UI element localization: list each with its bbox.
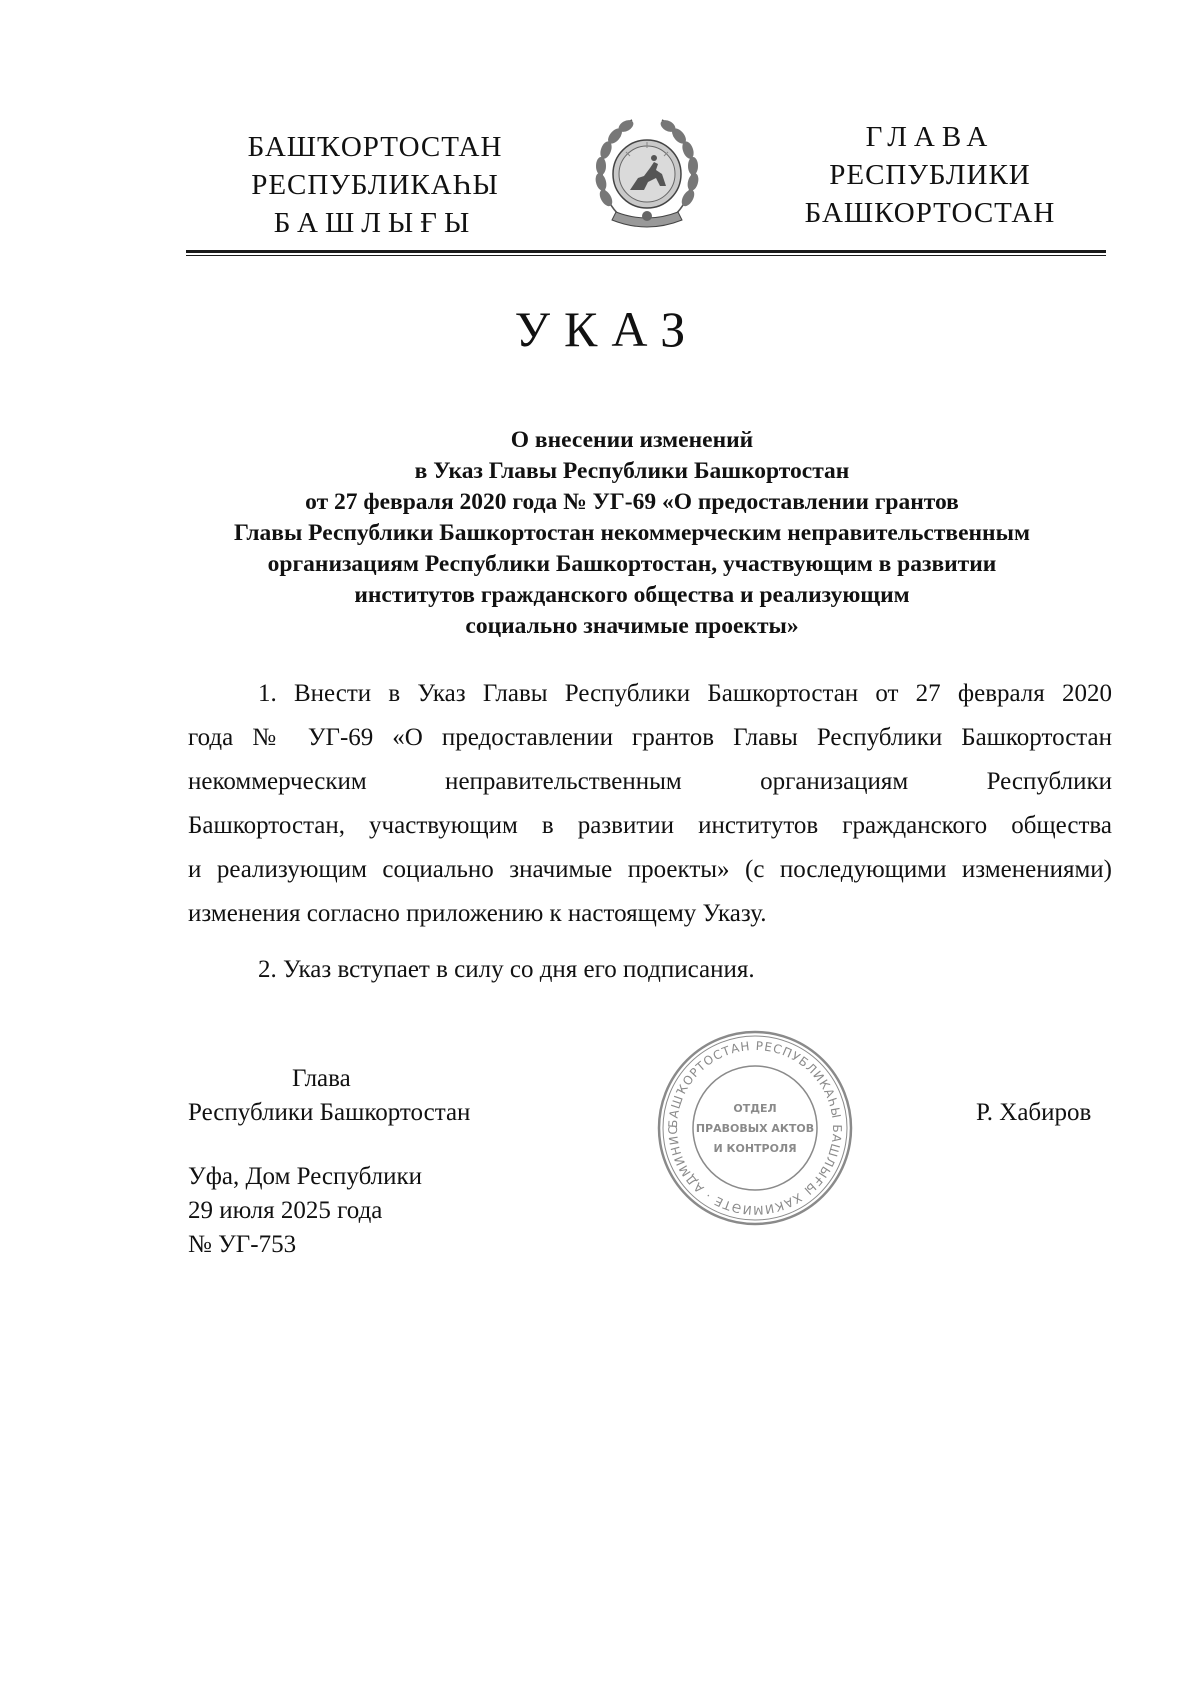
title-line: О внесении изменений bbox=[510, 427, 754, 453]
paragraph-1 bbox=[188, 672, 1112, 936]
title-line: от 27 февраля 2020 года № УГ-69 «О предоставлении грантов bbox=[305, 489, 959, 515]
coat-of-arms-icon bbox=[588, 112, 706, 240]
decree-title bbox=[150, 425, 1114, 642]
title-line: институтов гражданского общества и реализующим bbox=[354, 582, 910, 608]
header-russian bbox=[780, 118, 1080, 232]
header-divider-thin bbox=[186, 255, 1106, 256]
paragraph-line: изменения согласно приложению к настоящему Указу. bbox=[188, 900, 767, 927]
stamp-center-line-2: ПРАВОВЫХ АКТОВ bbox=[695, 1122, 815, 1135]
document-type: УКАЗ bbox=[514, 301, 700, 357]
paragraph-line: и реализующим социально значимые проекты» (с последующими изменениями) bbox=[188, 856, 1112, 883]
signatory-name: Р. Хабиров bbox=[976, 1099, 1092, 1126]
header-bashkir bbox=[215, 128, 535, 242]
title-line: в Указ Главы Республики Башкортостан bbox=[414, 458, 850, 484]
title-line: Главы Республики Башкортостан некоммерческим неправительственным bbox=[234, 520, 1030, 546]
stamp-center-line-3: И КОНТРОЛЯ bbox=[713, 1142, 797, 1155]
header-right-line-3: БАШКОРТОСТАН bbox=[804, 197, 1056, 229]
stamp-ring-text: БАШҠОРТОСТАН РЕСПУБЛИКАҺЫ БАШЛЫҒЫ ХАКИМИӘТЕ · АДМИНИС bbox=[665, 1038, 845, 1218]
paragraph-line: года № УГ-69 «О предоставлении грантов Главы Республики Башкортостан bbox=[188, 724, 1112, 751]
title-line: организациям Республики Башкортостан, участвующим в развитии bbox=[267, 551, 997, 577]
paragraph-line: 1. Внести в Указ Главы Республики Башкортостан от 27 февраля 2020 bbox=[258, 680, 1112, 707]
date: 29 июля 2025 года bbox=[188, 1197, 383, 1224]
stamp-center-line-1: ОТДЕЛ bbox=[733, 1102, 777, 1115]
header-left-line-1: БАШҠОРТОСТАН bbox=[247, 131, 503, 163]
paragraph-2: 2. Указ вступает в силу со дня его подписания. bbox=[258, 956, 755, 983]
header-divider bbox=[186, 250, 1106, 253]
header-right-line-1: ГЛАВА bbox=[865, 121, 995, 153]
place-date-block bbox=[188, 1160, 422, 1262]
official-stamp-icon bbox=[655, 1028, 855, 1228]
place: Уфа, Дом Республики bbox=[188, 1163, 423, 1190]
header-left-line-2: РЕСПУБЛИКАҺЫ bbox=[251, 169, 499, 201]
decree-number: № УГ-753 bbox=[188, 1231, 297, 1258]
signatory-title-line-1: Глава bbox=[292, 1065, 351, 1092]
header-left-line-3: БАШЛЫҒЫ bbox=[273, 207, 477, 239]
title-line: социально значимые проекты» bbox=[465, 613, 799, 639]
paragraph-line: Башкортостан, участвующим в развитии институтов гражданского общества bbox=[188, 812, 1112, 839]
signatory-title-line-2: Республики Башкортостан bbox=[188, 1099, 471, 1126]
header-right-line-2: РЕСПУБЛИКИ bbox=[829, 159, 1031, 191]
paragraph-line: некоммерческим неправительственным организациям Республики bbox=[188, 768, 1112, 795]
